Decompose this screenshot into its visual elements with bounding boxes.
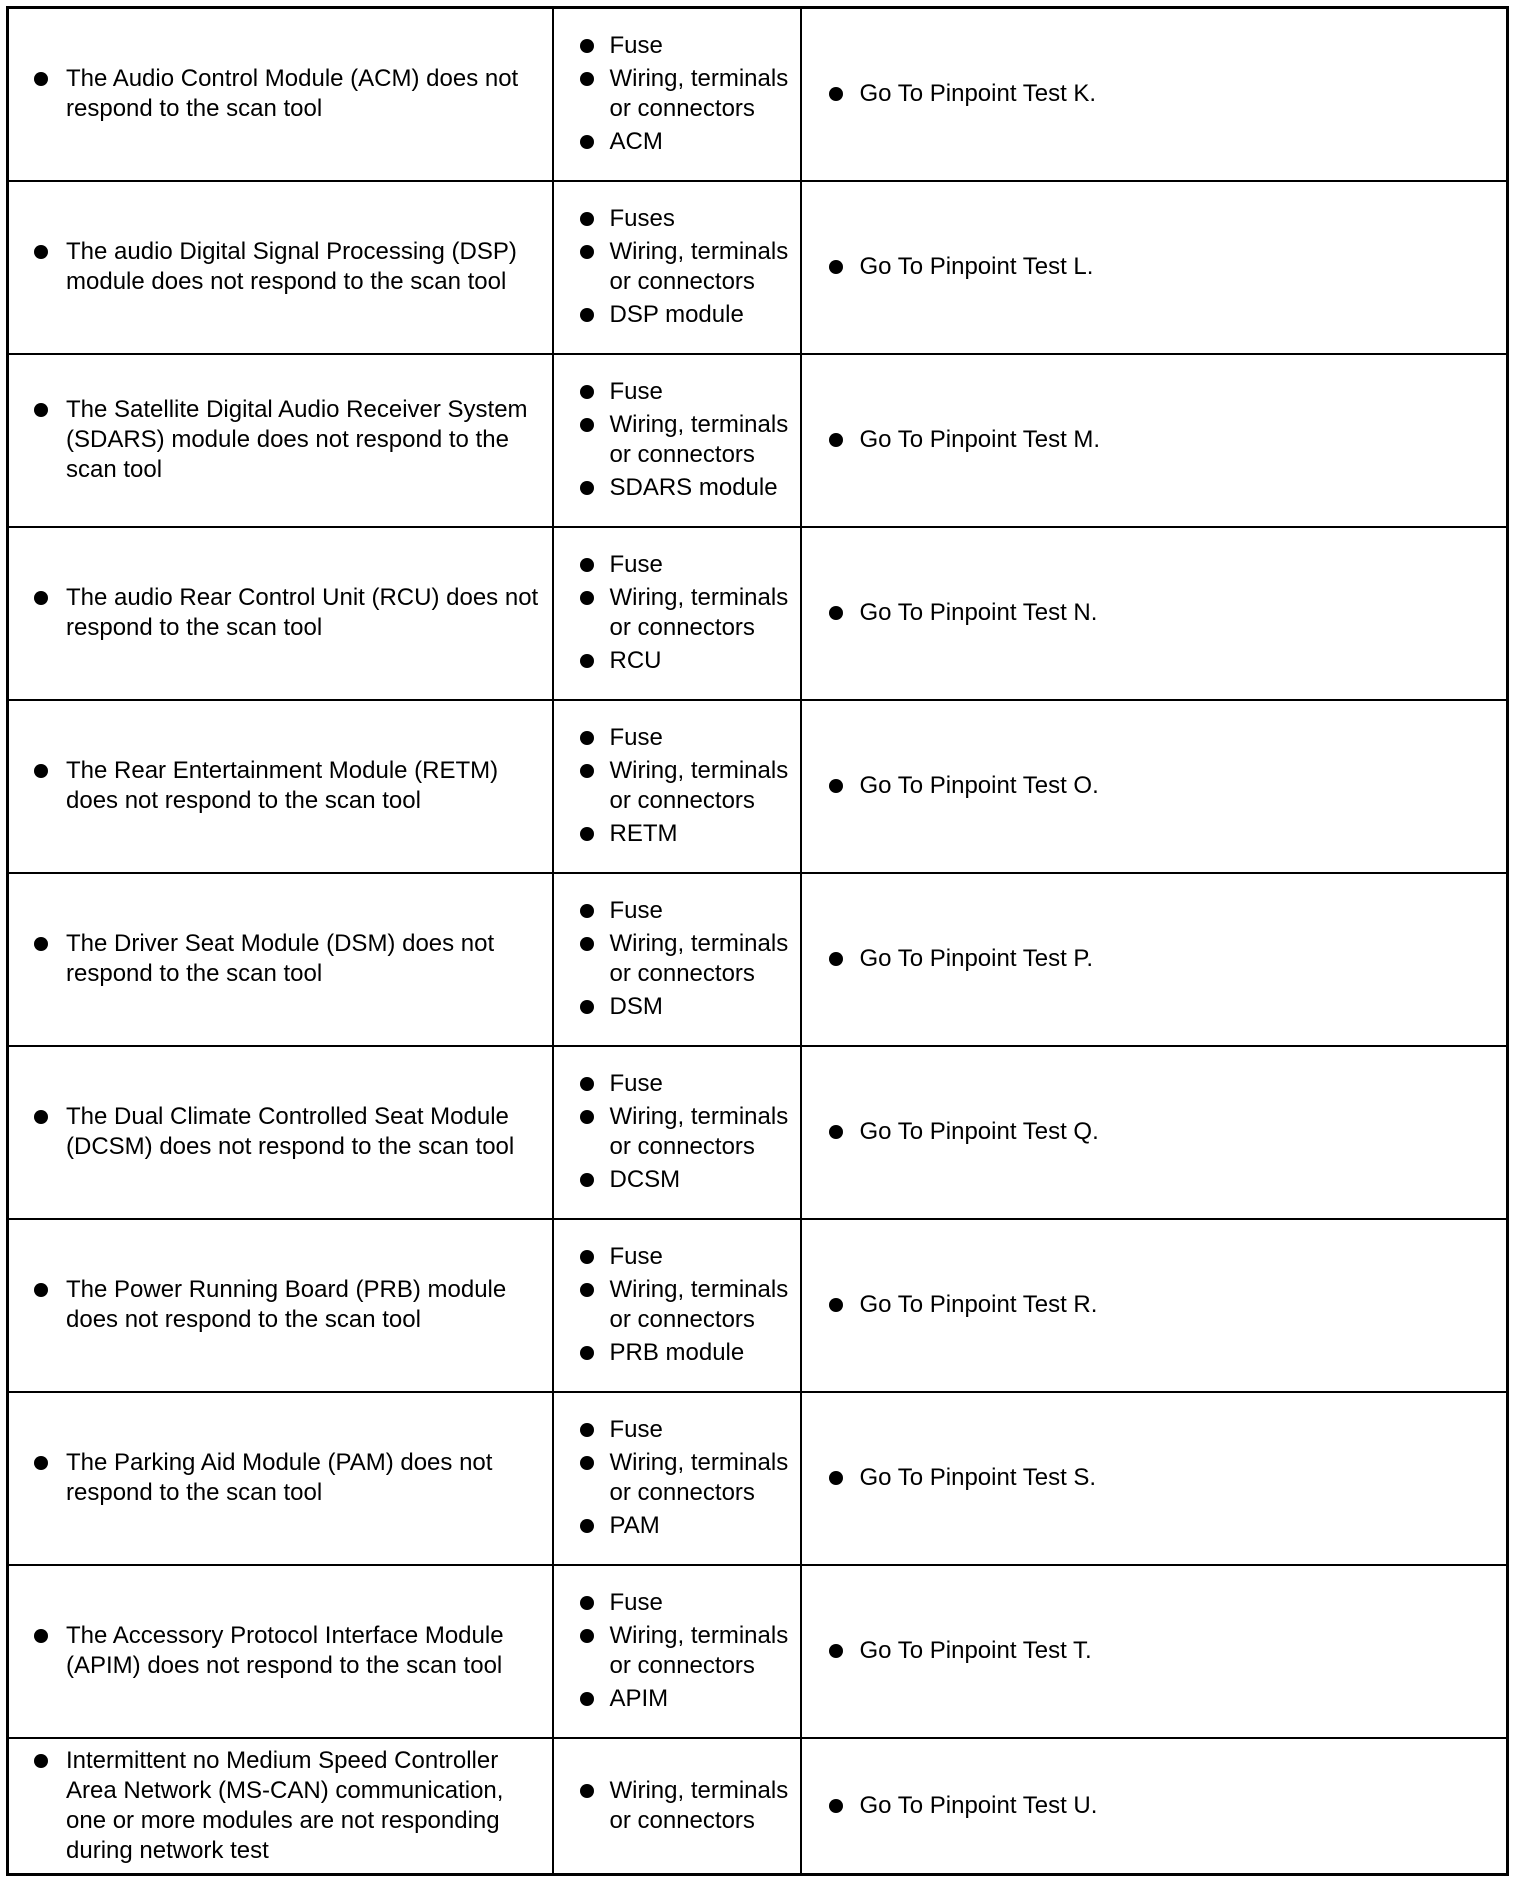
possible-sources-list bbox=[554, 204, 800, 330]
symptom-list bbox=[9, 395, 552, 485]
action-text: Go To Pinpoint Test O. bbox=[802, 771, 1507, 801]
symptom-cell bbox=[8, 1392, 553, 1565]
symptom-chart-body bbox=[8, 8, 1508, 1875]
possible-sources-cell bbox=[553, 527, 801, 700]
symptom-list bbox=[9, 1275, 552, 1335]
action-list bbox=[802, 771, 1507, 801]
possible-source-item: Wiring, terminals or connectors bbox=[554, 410, 800, 470]
possible-sources-list bbox=[554, 550, 800, 676]
action-list bbox=[802, 79, 1507, 109]
action-cell bbox=[801, 527, 1508, 700]
possible-sources-list bbox=[554, 1069, 800, 1195]
action-list bbox=[802, 944, 1507, 974]
possible-source-item: Fuse bbox=[554, 896, 800, 926]
action-cell bbox=[801, 354, 1508, 527]
possible-sources-cell bbox=[553, 700, 801, 873]
action-text: Go To Pinpoint Test S. bbox=[802, 1463, 1507, 1493]
possible-source-item: DSM bbox=[554, 992, 800, 1022]
symptom-text: The Dual Climate Controlled Seat Module (DCSM) does not respond to the scan tool bbox=[9, 1102, 552, 1162]
possible-sources-cell bbox=[553, 1046, 801, 1219]
action-text: Go To Pinpoint Test P. bbox=[802, 944, 1507, 974]
possible-sources-cell bbox=[553, 873, 801, 1046]
possible-sources-cell bbox=[553, 354, 801, 527]
symptom-text: The Driver Seat Module (DSM) does not respond to the scan tool bbox=[9, 929, 552, 989]
action-cell bbox=[801, 1738, 1508, 1875]
action-cell bbox=[801, 1392, 1508, 1565]
symptom-cell bbox=[8, 700, 553, 873]
symptom-text: The audio Rear Control Unit (RCU) does not respond to the scan tool bbox=[9, 583, 552, 643]
action-cell bbox=[801, 700, 1508, 873]
symptom-text: The Satellite Digital Audio Receiver System (SDARS) module does not respond to the scan tool bbox=[9, 395, 552, 485]
possible-sources-list bbox=[554, 1776, 800, 1836]
table-row bbox=[8, 1738, 1508, 1875]
symptom-list bbox=[9, 64, 552, 124]
action-cell bbox=[801, 873, 1508, 1046]
possible-source-item: Fuses bbox=[554, 204, 800, 234]
possible-sources-cell bbox=[553, 1738, 801, 1875]
table-row bbox=[8, 1565, 1508, 1738]
symptom-cell bbox=[8, 1565, 553, 1738]
symptom-list bbox=[9, 583, 552, 643]
possible-source-item: Wiring, terminals or connectors bbox=[554, 756, 800, 816]
symptom-cell bbox=[8, 1219, 553, 1392]
symptom-list bbox=[9, 756, 552, 816]
possible-sources-list bbox=[554, 1415, 800, 1541]
possible-sources-cell bbox=[553, 181, 801, 354]
action-list bbox=[802, 425, 1507, 455]
possible-sources-list bbox=[554, 1242, 800, 1368]
symptom-cell bbox=[8, 873, 553, 1046]
symptom-cell bbox=[8, 1046, 553, 1219]
symptom-cell bbox=[8, 1738, 553, 1875]
action-cell bbox=[801, 8, 1508, 181]
action-cell bbox=[801, 1219, 1508, 1392]
action-text: Go To Pinpoint Test L. bbox=[802, 252, 1507, 282]
possible-source-item: DCSM bbox=[554, 1165, 800, 1195]
possible-source-item: Wiring, terminals or connectors bbox=[554, 583, 800, 643]
symptom-text: The Power Running Board (PRB) module does not respond to the scan tool bbox=[9, 1275, 552, 1335]
possible-source-item: APIM bbox=[554, 1684, 800, 1714]
possible-source-item: Wiring, terminals or connectors bbox=[554, 929, 800, 989]
action-list bbox=[802, 252, 1507, 282]
action-text: Go To Pinpoint Test M. bbox=[802, 425, 1507, 455]
action-list bbox=[802, 598, 1507, 628]
possible-source-item: Fuse bbox=[554, 1588, 800, 1618]
symptom-cell bbox=[8, 8, 553, 181]
possible-source-item: RCU bbox=[554, 646, 800, 676]
table-row bbox=[8, 181, 1508, 354]
symptom-list bbox=[9, 1102, 552, 1162]
possible-source-item: Wiring, terminals or connectors bbox=[554, 1776, 800, 1836]
symptom-list bbox=[9, 1448, 552, 1508]
possible-source-item: Wiring, terminals or connectors bbox=[554, 1275, 800, 1335]
symptom-text: The Audio Control Module (ACM) does not respond to the scan tool bbox=[9, 64, 552, 124]
table-row bbox=[8, 1219, 1508, 1392]
symptom-list bbox=[9, 237, 552, 297]
possible-sources-cell bbox=[553, 1219, 801, 1392]
possible-source-item: Fuse bbox=[554, 1069, 800, 1099]
action-list bbox=[802, 1117, 1507, 1147]
possible-source-item: Wiring, terminals or connectors bbox=[554, 64, 800, 124]
possible-source-item: Wiring, terminals or connectors bbox=[554, 1102, 800, 1162]
symptom-list bbox=[9, 1746, 552, 1866]
action-cell bbox=[801, 1565, 1508, 1738]
table-row bbox=[8, 527, 1508, 700]
possible-sources-list bbox=[554, 896, 800, 1022]
possible-source-item: Wiring, terminals or connectors bbox=[554, 1621, 800, 1681]
action-cell bbox=[801, 1046, 1508, 1219]
symptom-text: The Parking Aid Module (PAM) does not respond to the scan tool bbox=[9, 1448, 552, 1508]
action-text: Go To Pinpoint Test N. bbox=[802, 598, 1507, 628]
possible-source-item: ACM bbox=[554, 127, 800, 157]
symptom-cell bbox=[8, 354, 553, 527]
possible-source-item: DSP module bbox=[554, 300, 800, 330]
possible-source-item: PRB module bbox=[554, 1338, 800, 1368]
possible-sources-cell bbox=[553, 1392, 801, 1565]
table-row bbox=[8, 1392, 1508, 1565]
symptom-cell bbox=[8, 181, 553, 354]
symptom-text: The Accessory Protocol Interface Module (APIM) does not respond to the scan tool bbox=[9, 1621, 552, 1681]
action-text: Go To Pinpoint Test R. bbox=[802, 1290, 1507, 1320]
symptom-text: Intermittent no Medium Speed Controller Area Network (MS-CAN) communication, one or more modules are not responding during network test bbox=[9, 1746, 552, 1866]
possible-source-item: Fuse bbox=[554, 1242, 800, 1272]
action-text: Go To Pinpoint Test T. bbox=[802, 1636, 1507, 1666]
possible-sources-list bbox=[554, 31, 800, 157]
action-text: Go To Pinpoint Test Q. bbox=[802, 1117, 1507, 1147]
possible-source-item: PAM bbox=[554, 1511, 800, 1541]
action-text: Go To Pinpoint Test U. bbox=[802, 1791, 1507, 1821]
symptom-cell bbox=[8, 527, 553, 700]
possible-source-item: SDARS module bbox=[554, 473, 800, 503]
symptom-list bbox=[9, 1621, 552, 1681]
table-row bbox=[8, 700, 1508, 873]
table-row bbox=[8, 354, 1508, 527]
action-list bbox=[802, 1463, 1507, 1493]
possible-source-item: Fuse bbox=[554, 31, 800, 61]
symptom-text: The audio Digital Signal Processing (DSP) module does not respond to the scan tool bbox=[9, 237, 552, 297]
action-cell bbox=[801, 181, 1508, 354]
possible-sources-list bbox=[554, 723, 800, 849]
table-row bbox=[8, 8, 1508, 181]
possible-source-item: Wiring, terminals or connectors bbox=[554, 237, 800, 297]
possible-sources-cell bbox=[553, 1565, 801, 1738]
action-list bbox=[802, 1791, 1507, 1821]
table-row bbox=[8, 1046, 1508, 1219]
action-list bbox=[802, 1290, 1507, 1320]
possible-source-item: RETM bbox=[554, 819, 800, 849]
possible-source-item: Fuse bbox=[554, 723, 800, 753]
action-text: Go To Pinpoint Test K. bbox=[802, 79, 1507, 109]
possible-source-item: Fuse bbox=[554, 1415, 800, 1445]
possible-sources-list bbox=[554, 1588, 800, 1714]
symptom-text: The Rear Entertainment Module (RETM) does not respond to the scan tool bbox=[9, 756, 552, 816]
symptom-chart-table bbox=[6, 6, 1509, 1876]
action-list bbox=[802, 1636, 1507, 1666]
possible-source-item: Fuse bbox=[554, 377, 800, 407]
symptom-list bbox=[9, 929, 552, 989]
possible-source-item: Fuse bbox=[554, 550, 800, 580]
table-row bbox=[8, 873, 1508, 1046]
possible-source-item: Wiring, terminals or connectors bbox=[554, 1448, 800, 1508]
possible-sources-cell bbox=[553, 8, 801, 181]
possible-sources-list bbox=[554, 377, 800, 503]
